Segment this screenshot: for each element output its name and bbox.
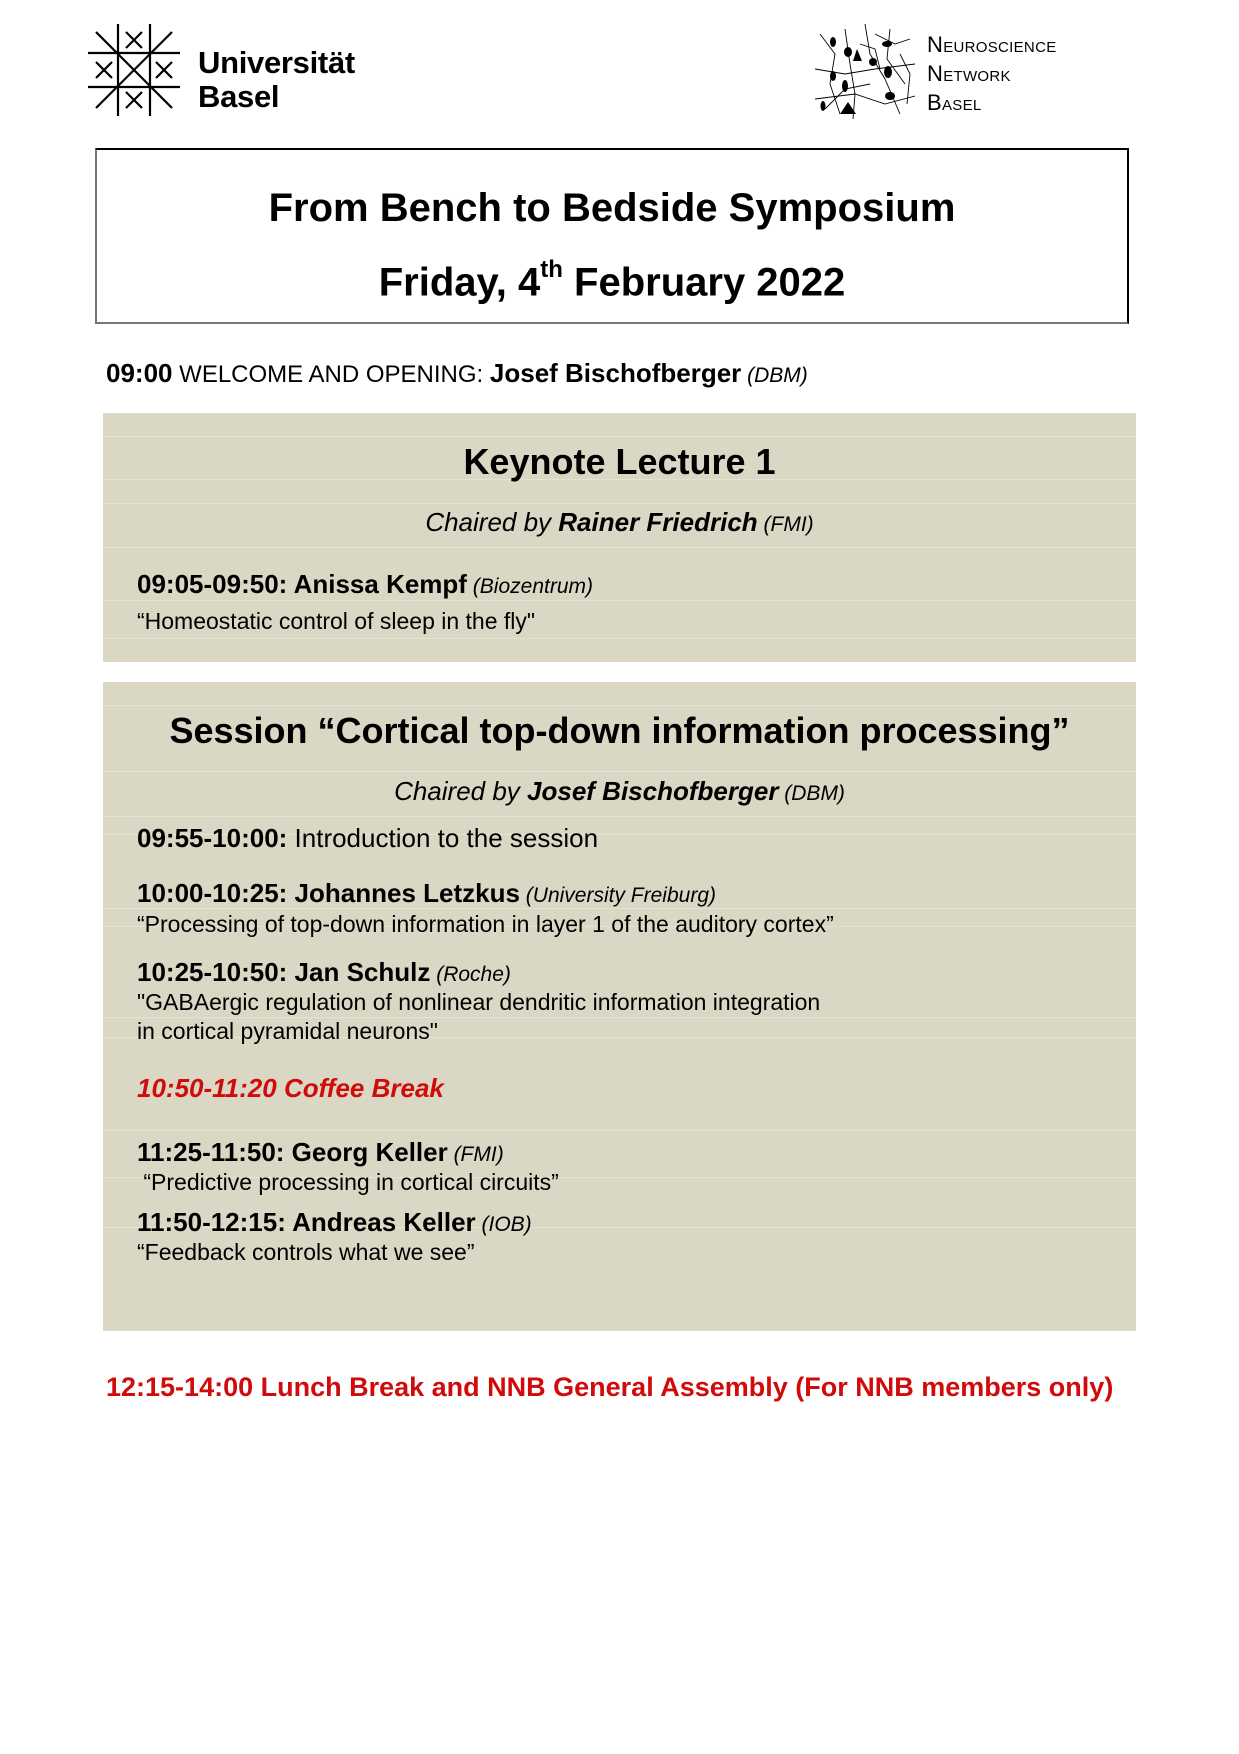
welcome-speaker: Josef Bischofberger: [489, 358, 742, 388]
welcome-label: WELCOME AND OPENING:: [172, 361, 490, 388]
talk-title-line: in cortical pyramidal neurons": [137, 1018, 438, 1044]
network-wordmark-line2: Network: [927, 61, 1011, 86]
chair-affiliation: (FMI): [757, 513, 814, 536]
university-wordmark-line1: Universität: [198, 45, 355, 80]
talk-time: 10:25-10:50:: [137, 957, 295, 987]
talk-title: “Feedback controls what we see”: [137, 1239, 475, 1265]
welcome-line: [106, 358, 808, 389]
talk-time: 11:50-12:15:: [137, 1207, 293, 1237]
university-wordmark-line2: Basel: [198, 79, 280, 114]
talk-speaker: Andreas Keller: [292, 1207, 476, 1237]
intro-time: 09:55-10:00:: [137, 823, 288, 853]
talk-affiliation: (University Freiburg): [519, 884, 716, 907]
welcome-time: 09:00: [106, 358, 173, 388]
talk-title-line: "GABAergic regulation of nonlinear dendritic information integration: [137, 989, 821, 1015]
talk-affiliation: (Biozentrum): [466, 575, 593, 598]
talk-header: [137, 1137, 504, 1168]
talk-speaker: Jan Schulz: [294, 957, 431, 987]
session-block: [103, 682, 1136, 1331]
talk-speaker: Johannes Letzkus: [294, 878, 520, 908]
keynote-block: [103, 413, 1136, 662]
university-basel-wordmark: [198, 46, 355, 114]
keynote-chair: [103, 507, 1136, 538]
talk-header: [137, 957, 511, 988]
talk-header: [137, 878, 716, 909]
chair-affiliation: (DBM): [778, 782, 845, 805]
welcome-affiliation: (DBM): [741, 364, 808, 387]
intro-text: Introduction to the session: [287, 823, 599, 853]
lunch-break: 12:15-14:00 Lunch Break and NNB General Assembly (For NNB members only): [106, 1372, 1114, 1402]
university-basel-logo: [88, 24, 388, 119]
session-chair: [103, 776, 1136, 807]
talk-time: 10:00-10:25:: [137, 878, 295, 908]
chair-prefix: Chaired by: [394, 776, 528, 806]
talk-time: 11:25-11:50:: [137, 1137, 292, 1167]
network-wordmark-line3: Basel: [927, 90, 982, 115]
talk-affiliation: (IOB): [475, 1213, 532, 1236]
session-intro: [137, 823, 598, 854]
symposium-title: From Bench to Bedside Symposium: [268, 186, 956, 230]
talk-affiliation: (FMI): [447, 1143, 504, 1166]
talk-title: “Processing of top-down information in layer 1 of the auditory cortex”: [137, 911, 834, 937]
title-box: [95, 148, 1129, 324]
chair-name: Rainer Friedrich: [558, 507, 758, 537]
neuroscience-network-basel-logo: [815, 24, 1115, 124]
neuroscience-network-basel-wordmark: [927, 30, 1057, 117]
talk-affiliation: (Roche): [430, 963, 511, 986]
chair-name: Josef Bischofberger: [527, 776, 779, 806]
talk-header: [137, 1207, 532, 1238]
date-ordinal-suffix: th: [540, 256, 563, 283]
keynote-talk-header: [137, 569, 593, 600]
coffee-break: 10:50-11:20 Coffee Break: [137, 1073, 444, 1103]
talk-speaker: Anissa Kempf: [293, 569, 467, 599]
symposium-date: [97, 250, 1127, 306]
neuron-network-icon: [815, 24, 915, 119]
talk-title: “Predictive processing in cortical circuits”: [137, 1169, 559, 1195]
keynote-talk-title: “Homeostatic control of sleep in the fly": [137, 608, 536, 634]
network-wordmark-line1: Neuroscience: [927, 32, 1057, 57]
chair-prefix: Chaired by: [425, 507, 559, 537]
date-rest: February 2022: [562, 260, 846, 305]
keynote-heading: Keynote Lecture 1: [463, 441, 776, 482]
date-prefix: Friday, 4: [378, 260, 541, 305]
talk-speaker: Georg Keller: [291, 1137, 448, 1167]
talk-time: 09:05-09:50:: [137, 569, 294, 599]
session-heading: Session “Cortical top-down information processing”: [169, 710, 1070, 751]
university-basel-star-grid-icon: [88, 24, 180, 116]
